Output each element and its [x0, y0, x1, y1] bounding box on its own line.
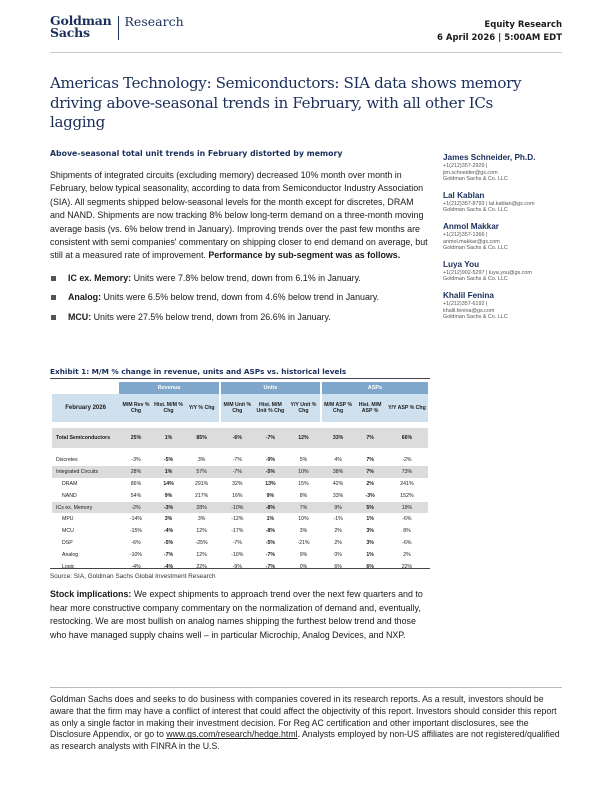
group-header-asps: ASPs: [322, 382, 428, 394]
row-label: Total Semiconductors: [52, 428, 119, 448]
table-cell: -12%: [231, 516, 244, 523]
table-cell: -3%: [153, 502, 185, 514]
square-bullet-icon: [51, 295, 56, 300]
row-label: MPU: [62, 516, 74, 523]
bullet-text: Units were 7.8% below trend, down from 6.1% in January.: [133, 272, 361, 283]
table-cell: -2%: [119, 502, 153, 514]
table-cell: 8%: [299, 492, 308, 499]
bullet-label: IC ex. Memory:: [68, 272, 132, 283]
table-cell: -10%: [231, 552, 244, 559]
table-row: [52, 490, 428, 502]
disclaimer-text: Goldman Sachs does and seeks to do business with companies covered in its research reports. As a result, investors should be aware that the firm may have a conflict of interest that could affect the objectivity of this report. Investors should consider this report as only a single factor in making their investment decision. For Reg AC certification and other important disclosures, see the Disclosure Appendix, or go to: [50, 694, 557, 740]
table-cell: 9%: [299, 552, 308, 559]
table-row: [52, 537, 428, 549]
table-cell: 291%: [194, 480, 209, 487]
table-cell: 54%: [130, 492, 142, 499]
table-cell: -3%: [131, 456, 141, 463]
disclaimer-paragraph: [50, 694, 562, 753]
exhibit-source: Source: SIA, Goldman Sachs Global Investment Research: [50, 573, 216, 580]
logo-divider: [118, 16, 119, 40]
table-cell: -7%: [265, 552, 275, 559]
analyst-name: Luya You: [443, 259, 480, 269]
row-label: Discretes: [56, 456, 78, 463]
table-cell: -5%: [163, 456, 174, 463]
column-header: M/M ASP % Chg: [322, 394, 355, 422]
table-row: [52, 466, 428, 478]
list-item: [50, 311, 430, 324]
analyst-phone: +1(212)357-2929 |: [443, 163, 488, 169]
table-cell: 0%: [334, 552, 342, 559]
table-cell: 1%: [366, 552, 374, 559]
logo-research-label: Research: [124, 14, 184, 29]
column-header: M/M Rev % Chg: [119, 394, 153, 422]
table-cell: 14%: [163, 480, 174, 487]
table-cell: 12%: [196, 528, 207, 535]
analyst-phone-email[interactable]: +1(212)902-5297 | luya.you@gs.com: [443, 269, 532, 276]
column-header: Y/Y ASP % Chg: [386, 394, 428, 422]
exhibit-title: Exhibit 1: M/M % change in revenue, units and ASPs vs. historical levels: [50, 367, 347, 376]
row-label: NAND: [62, 492, 77, 499]
logo-line-goldman: Goldman: [50, 13, 112, 28]
table-cell: 2%: [403, 552, 411, 559]
table-cell: 217%: [194, 492, 209, 499]
table-cell: 7%: [354, 466, 386, 478]
table-cell: -21%: [297, 540, 310, 547]
table-cell: -5%: [265, 540, 275, 547]
group-header-revenue: Revenue: [119, 382, 219, 394]
row-label: DRAM: [62, 480, 78, 487]
table-cell: 16%: [232, 492, 243, 499]
analyst-phone: +1(212)357-1366 |: [443, 231, 488, 238]
analyst-firm: Goldman Sachs & Co. LLC: [443, 176, 508, 183]
table-cell: 15%: [298, 480, 309, 487]
table-cell: -7%: [221, 466, 254, 478]
table-cell: 57%: [184, 466, 219, 478]
table-cell: 25%: [119, 428, 153, 448]
table-cell: -3%: [365, 492, 375, 499]
table-cell: 2%: [366, 480, 374, 487]
table-cell: -9%: [265, 456, 275, 463]
table-cell: -8%: [254, 502, 288, 514]
table-cell: 6%: [366, 563, 374, 570]
analyst-firm: Goldman Sachs & Co. LLC: [443, 276, 508, 283]
stock-implications-label: Stock implications:: [50, 589, 132, 599]
table-cell: 28%: [184, 502, 219, 514]
table-row: [52, 454, 428, 466]
disclaimer-text-end: . Analysts employed by non-US affiliates are not registered/qualified as research analysts with FINRA in the U.S.: [50, 729, 560, 752]
analyst-phone-email[interactable]: +1(212)357-8793 | lal.kablan@gs.com: [443, 200, 535, 207]
table-cell: 66%: [386, 428, 428, 448]
table-row: [52, 478, 428, 490]
row-label: ICs ex. Memory: [52, 502, 119, 514]
analyst-firm: Goldman Sachs & Co. LLC: [443, 207, 508, 214]
table-cell: -5%: [254, 466, 288, 478]
table-cell: -9%: [232, 563, 242, 570]
square-bullet-icon: [51, 315, 56, 320]
analyst-name: James Schneider, Ph.D.: [443, 153, 536, 162]
analyst-name: Anmol Makkar: [443, 221, 499, 231]
column-header: Hist. M/M % Chg: [153, 394, 185, 422]
square-bullet-icon: [51, 276, 56, 281]
table-row: [52, 561, 428, 573]
table-cell: -1%: [333, 516, 343, 523]
report-category: Equity Research: [484, 20, 562, 30]
exhibit-table: [52, 382, 428, 573]
table-cell: -7%: [265, 563, 275, 570]
table-row: [52, 549, 428, 561]
table-cell: 5%: [299, 456, 308, 463]
row-label: Integrated Circuits: [52, 466, 119, 478]
table-cell: 7%: [287, 502, 320, 514]
row-label: Analog: [62, 552, 79, 559]
table-cell: 2%: [334, 540, 342, 547]
analyst-email-link[interactable]: anmol.makkar@gs.com: [443, 238, 500, 245]
table-cell: 9%: [164, 492, 173, 499]
table-cell: -6%: [402, 516, 412, 523]
table-cell: -17%: [231, 528, 244, 535]
table-cell: -14%: [129, 516, 143, 523]
table-cell: 19%: [386, 502, 428, 514]
analyst-sidebar: [443, 152, 568, 328]
table-cell: 4%: [334, 456, 342, 463]
section-subheading: Above-seasonal total unit trends in February distorted by memory: [50, 149, 343, 158]
table-cell: 22%: [401, 563, 413, 570]
table-cell: -4%: [163, 563, 174, 570]
table-cell: 152%: [400, 492, 414, 499]
report-title: Americas Technology: Semiconductors: SIA data shows memory driving above-seasonal trends in February, with all other ICs lagging: [50, 74, 522, 131]
table-row: [52, 502, 428, 514]
column-header: Hist. M/M Unit % Chg: [254, 394, 288, 422]
bullet-label: Analog:: [68, 292, 102, 303]
logo-wordmark: [50, 15, 112, 38]
table-cell: 8%: [403, 528, 411, 535]
list-item: [50, 291, 430, 304]
intro-text: Shipments of integrated circuits (excluding memory) decreased 10% month over month in February, below typical seasonality, according to data from Semiconductor Industry Association (SIA). All segments shipped below-seasonal levels for the month except for discretes, DRAM and NAND. Shipments are now tracking 8% below long-term demand on a three-month moving average basis (vs. 6% below trend in January). Improving trends over the past few months are consistent with semi companies' commentary on shipping closer to end demand on average, but still at a measured rate of improvement.: [50, 170, 428, 261]
analyst-card: [443, 290, 568, 321]
list-item: [50, 272, 430, 285]
table-cell: -2%: [402, 456, 412, 463]
analyst-firm: Goldman Sachs & Co. LLC: [443, 245, 508, 252]
table-cell: 3%: [197, 516, 206, 523]
analyst-email-link[interactable]: khalil.fenina@gs.com: [443, 307, 495, 314]
stock-implications-text: We expect shipments to approach trend over the next few quarters and to hear more constructive company commentary on the normalization of demand and, eventually, restocking. We are most bullish on analog names shipping the furthest below trend and those who have managed supply chains well – in particular Microchip, Analog Devices, and NXP.: [50, 589, 423, 640]
analyst-card: [443, 152, 568, 183]
column-header: Hist. M/M ASP %: [354, 394, 386, 422]
analyst-card: [443, 190, 568, 214]
table-cell: 32%: [232, 480, 243, 487]
analyst-email-link[interactable]: jim.schneider@gs.com: [443, 169, 498, 176]
table-cell: -6%: [402, 540, 412, 547]
table-cell: 3%: [164, 516, 173, 523]
exhibit-bottom-rule: [50, 568, 430, 569]
row-label: MCU: [62, 528, 74, 535]
table-cell: 12%: [287, 428, 320, 448]
table-cell: -10%: [129, 552, 143, 559]
table-cell: 22%: [196, 563, 207, 570]
table-row-total: [52, 428, 428, 448]
table-cell: -4%: [163, 528, 174, 535]
disclosure-link[interactable]: www.gs.com/research/hedge.html: [166, 729, 298, 740]
table-cell: 3%: [366, 540, 374, 547]
report-date: 6 April 2026 | 5:00AM EDT: [437, 33, 562, 43]
table-cell: -10%: [221, 502, 254, 514]
analyst-phone: +1(212)357-6192 |: [443, 300, 488, 307]
table-cell: 9%: [266, 492, 275, 499]
table-cell: 33%: [332, 492, 344, 499]
group-header-blank: [52, 382, 119, 394]
table-cell: 2%: [334, 528, 342, 535]
column-header: M/M Unit % Chg: [221, 394, 254, 422]
table-cell: 13%: [265, 480, 276, 487]
intro-paragraph: [50, 169, 430, 263]
table-cell: -7%: [163, 552, 174, 559]
table-column-header-row: [52, 394, 428, 422]
table-cell: 3%: [197, 456, 206, 463]
table-cell: 1%: [153, 466, 185, 478]
table-cell: -5%: [163, 540, 174, 547]
table-cell: 241%: [400, 480, 414, 487]
group-header-units: Units: [221, 382, 320, 394]
exhibit-top-rule: [50, 378, 430, 379]
table-row: [52, 525, 428, 537]
row-label: Logic: [62, 563, 75, 570]
segment-bullet-list: [50, 272, 430, 324]
table-cell: 33%: [322, 428, 355, 448]
table-cell: 1%: [366, 516, 374, 523]
bullet-label: MCU:: [68, 311, 92, 322]
table-cell: 7%: [366, 456, 374, 463]
table-cell: -8%: [265, 528, 275, 535]
table-cell: 86%: [130, 480, 142, 487]
table-cell: 1%: [153, 428, 185, 448]
intro-emphasis: Performance by sub-segment was as follows.: [208, 250, 401, 261]
analyst-card: [443, 221, 568, 252]
table-cell: 38%: [322, 466, 355, 478]
table-cell: 1%: [266, 516, 275, 523]
table-cell: 12%: [196, 552, 207, 559]
table-cell: 10%: [298, 516, 309, 523]
analyst-firm: Goldman Sachs & Co. LLC: [443, 314, 508, 321]
table-cell: -7%: [232, 540, 242, 547]
bullet-text: Units were 6.5% below trend, down from 4.6% below trend in January.: [103, 292, 380, 303]
table-cell: -7%: [232, 456, 242, 463]
table-cell: 73%: [386, 466, 428, 478]
analyst-name: Lal Kablan: [443, 190, 485, 200]
table-cell: 0%: [299, 563, 308, 570]
table-cell: 7%: [354, 428, 386, 448]
stock-implications-paragraph: [50, 588, 430, 642]
table-cell: 28%: [119, 466, 153, 478]
table-cell: -6%: [131, 540, 141, 547]
table-cell: 10%: [287, 466, 320, 478]
column-header: Y/Y % Chg: [184, 394, 219, 422]
header-divider: [50, 52, 562, 53]
table-cell: 9%: [322, 502, 355, 514]
footer-divider: [50, 687, 562, 688]
table-cell: 3%: [299, 528, 308, 535]
row-label: DSP: [62, 540, 73, 547]
analyst-name: Khalil Fenina: [443, 290, 494, 300]
table-cell: -6%: [221, 428, 254, 448]
table-cell: -7%: [254, 428, 288, 448]
goldman-sachs-logo: [50, 15, 184, 40]
main-column: [50, 149, 430, 330]
table-cell: 85%: [184, 428, 219, 448]
table-cell: 42%: [332, 480, 344, 487]
report-meta: [437, 20, 562, 45]
table-cell: 5%: [354, 502, 386, 514]
bullet-text: Units were 27.5% below trend, down from 26.6% in January.: [93, 311, 331, 322]
column-header-period: February 2026: [52, 394, 119, 422]
table-cell: -4%: [131, 563, 141, 570]
table-cell: 3%: [366, 528, 374, 535]
table-row: [52, 513, 428, 525]
column-header: Y/Y Unit % Chg: [287, 394, 320, 422]
table-cell: -25%: [195, 540, 208, 547]
table-group-header-row: [52, 382, 428, 394]
table-cell: -15%: [129, 528, 143, 535]
table-cell: 6%: [334, 563, 342, 570]
logo-line-sachs: Sachs: [50, 24, 90, 40]
analyst-card: [443, 259, 568, 283]
